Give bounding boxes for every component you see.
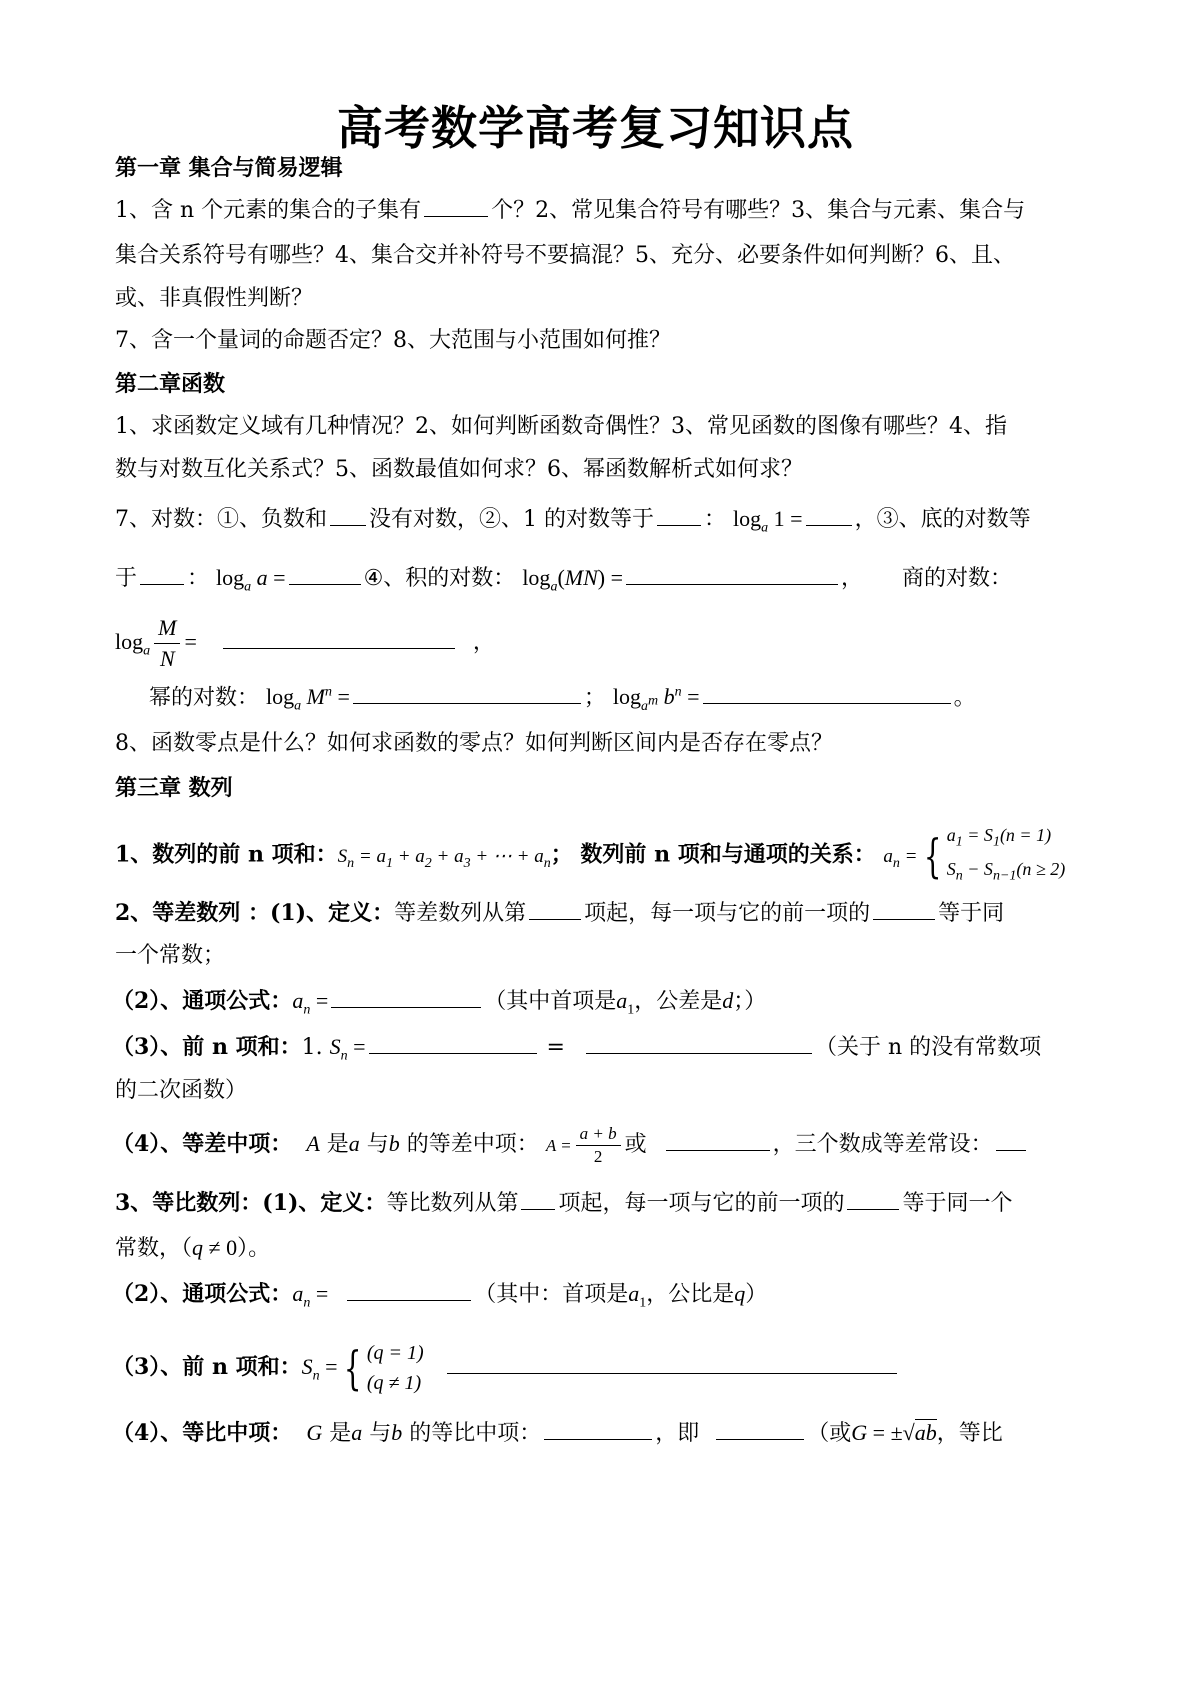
answer-blank — [223, 628, 455, 649]
ch3-arith-sum: （3）、前 n 项和：1. $S_n$ = = （关于 n 的没有常数项 — [112, 1034, 1042, 1064]
answer-blank — [626, 564, 838, 585]
answer-blank — [331, 987, 481, 1008]
ch3-arith-def: 2、等差数列 ：(1)、定义：等差数列从第 项起，每一项与它的前一项的 等于同 — [115, 900, 1005, 926]
answer-blank — [586, 1033, 812, 1054]
formula-arith-mean: A = — [545, 1136, 572, 1155]
ch1-line-2: 集合关系符号有哪些？4、集合交并补符号不要搞混？5、充分、必要条件如何判断？6、且、 — [115, 243, 1015, 268]
chapter-2-heading: 第二章函数 — [115, 371, 226, 397]
formula-sn-geo: $S_n$ = — [301, 1354, 338, 1384]
formula-sn-sum: $S_n = a_1 + a_2 + a_3$ + ⋯ + $a_n$ — [337, 845, 551, 871]
ch3-geo-def: 3、等比数列：(1)、定义：等比数列从第 项起，每一项与它的前一项的 等于同一个 — [115, 1190, 1013, 1216]
ch3-arith-sum-cont: 的二次函数） — [115, 1078, 248, 1103]
answer-blank — [369, 1033, 537, 1054]
ch3-geo-mean: （4）、等比中项： G 是a 与b 的等比中项： ，即 （或G = ±√ab，等比 — [112, 1420, 1003, 1446]
piecewise-cases: $a_1 = S_1(n = 1)$ $S_n - S_{n-1}(n \ge 2)$ — [946, 825, 1066, 884]
page-title: 高考数学高考复习知识点 — [337, 101, 854, 155]
answer-blank — [330, 505, 366, 526]
ch2-log-power: 幂的对数： $\log_a M^n$ = ； $\log_{a^m} b^n$ = 。 — [149, 684, 976, 714]
formula-an: $a_n$ = — [292, 988, 329, 1018]
ch2-log-line-1: 7、对数：①、负数和 没有对数，②、1 的对数等于 ： $\log_a 1$ = ，③、底的对数等 — [115, 506, 1031, 536]
formula-log-a-1: $\log_a 1$ = — [733, 506, 803, 536]
answer-blank — [666, 1130, 770, 1151]
ch3-arith-def-cont: 一个常数； — [115, 943, 226, 968]
left-brace: { — [343, 1341, 361, 1395]
formula-log-product: $\log_a(MN)$ = — [522, 565, 623, 595]
answer-blank — [424, 196, 488, 217]
answer-blank — [847, 1189, 899, 1210]
ch3-arith-mean: （4）、等差中项： A 是a 与b 的等差中项： A = $\frac{a + b}{2}$ 或 ，三个数成等差常设： — [112, 1118, 1082, 1172]
answer-blank — [289, 564, 361, 585]
ch2-log-quotient: $\log_a$ $\frac{M}{N}$ = ， — [115, 612, 1085, 681]
piecewise-cases: (q = 1) (q ≠ 1) — [366, 1342, 424, 1394]
formula-log-quotient: $\log_a$ — [115, 629, 151, 659]
formula-sn: $S_n$ = — [329, 1034, 366, 1064]
answer-blank — [353, 683, 581, 704]
ch1-line-1: 1、含 n 个元素的集合的子集有 个？2、常见集合符号有哪些？3、集合与元素、集合与 — [115, 198, 1026, 223]
answer-blank — [806, 505, 852, 526]
ch3-series-sum: 1、数列的前 n 项和：$S_n = a_1 + a_2 + a_3$ + ⋯ + $a_n$； 数列前 n 项和与通项的关系： $a_n$ = { $a_1 = S_1(n = 1)$ $S_n - S_{n-1}(n \ge 2)$ — [115, 822, 1085, 891]
ch2-log-line-2: 于 ： $\log_a a$ = ④、积的对数： $\log_a(MN)$ = ， 商的对数： — [115, 565, 1013, 595]
chapter-1-heading: 第一章 集合与简易逻辑 — [115, 155, 343, 181]
formula-an-cases: $a_n$ = — [883, 845, 918, 871]
answer-blank — [347, 1280, 471, 1301]
answer-blank — [544, 1419, 652, 1440]
formula-geo-mean: G = ±√ab — [851, 1420, 937, 1445]
ch2-line-2: 数与对数互化关系式？5、函数最值如何求？6、幂函数解析式如何求？ — [115, 457, 803, 482]
answer-blank — [657, 505, 701, 526]
formula-log-power: $\log_a M^n$ = — [266, 684, 350, 714]
answer-blank — [521, 1189, 555, 1210]
ch3-geo-general: （2）、通项公式：$a_n$ = （其中：首项是$a_1$，公比是q） — [112, 1281, 768, 1311]
formula-log-a-a: $\log_a a$ = — [216, 565, 286, 595]
answer-blank — [140, 564, 184, 585]
answer-blank — [703, 683, 951, 704]
answer-blank — [996, 1130, 1026, 1151]
formula-q-ne-0: q ≠ 0 — [192, 1235, 238, 1260]
left-brace: { — [923, 828, 941, 883]
formula-an-geo: $a_n$ = — [292, 1281, 329, 1311]
fraction-m-over-n: $\frac{M}{N}$ — [154, 613, 180, 674]
answer-blank — [716, 1419, 804, 1440]
answer-blank — [873, 899, 935, 920]
answer-blank — [529, 899, 581, 920]
ch3-geo-sum: （3）、前 n 项和：$S_n$ = { (q = 1) (q ≠ 1) — [112, 1337, 1082, 1406]
answer-blank — [447, 1353, 897, 1374]
ch3-arith-general: （2）、通项公式：$a_n$ = （其中首项是$a_1$，公差是d；） — [112, 988, 767, 1018]
ch2-line-zero: 8、函数零点是什么？如何求函数的零点？如何判断区间内是否存在零点？ — [115, 731, 833, 756]
ch2-line-1: 1、求函数定义域有几种情况？2、如何判断函数奇偶性？3、常见函数的图像有哪些？4、指 — [115, 414, 1007, 439]
formula-log-base-power: $\log_{a^m} b^n$ = — [612, 684, 700, 714]
chapter-3-heading: 第三章 数列 — [115, 775, 233, 801]
ch1-line-4: 7、含一个量词的命题否定？8、大范围与小范围如何推？ — [115, 328, 671, 353]
fraction-a-plus-b-over-2: $\frac{a + b}{2}$ — [576, 1123, 621, 1168]
ch1-line-3: 或、非真假性判断？ — [115, 286, 314, 311]
ch3-geo-def-cont: 常数，（q ≠ 0）。 — [115, 1235, 271, 1261]
